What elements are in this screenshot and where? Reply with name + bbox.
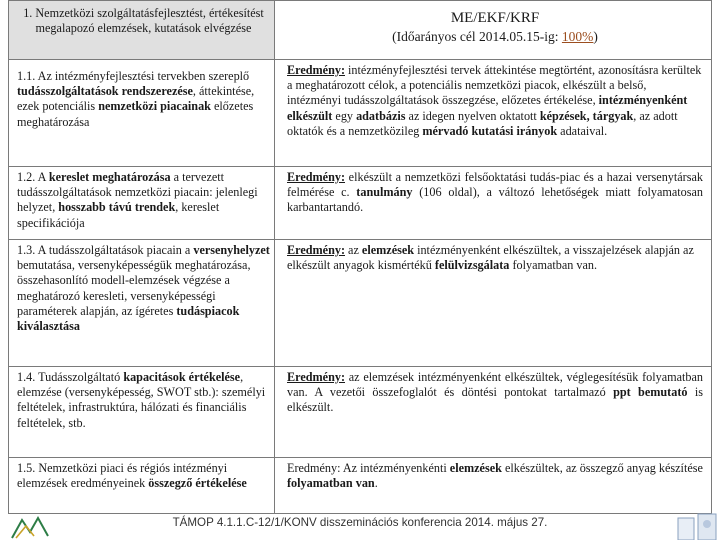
table-row (9, 240, 711, 366)
target-percentage: 100% (561, 29, 594, 44)
result-cell: Eredmény: intézményfejlesztési tervek áttekintése megtörtént, azonosításra kerültek a meghatározott célok, a potenciális nemzetközi piacok, elkészült a belső, intézményi tudásszolgáltatások összegzése, előzetes értékelése, intézményenként elkészült egy adatbázis az idegen nyelven oktatott képzések, tárgyak, az adott oktatók és a nemzetközileg mérvadó kutatási irányok adataival. (287, 63, 702, 138)
result-cell: Eredmény: elkészült a nemzetközi felsőoktatási tudás-piac és a hazai versenytársak felmérése c. tanulmány (106 oldal), a változó lehetőségek miatt folyamatosan karbantartandó. (287, 170, 703, 215)
result-cell: Eredmény: az elemzések intézményenként elkészültek, a visszajelzések alapján az elkészült anyagok kismértékű felülvizsgálata folyamatban van. (287, 243, 694, 273)
footer-text: TÁMOP 4.1.1.C-12/1/KONV disszeminációs konferencia 2014. május 27. (172, 516, 548, 529)
result-cell: Eredmény: Az intézményenkénti elemzések elkészültek, az összegző anyag készítése folyamatban van. (287, 461, 703, 491)
task-cell: 1.4. Tudásszolgáltató kapacitások értékelése, elemzése (versenyképesség, SWOT stb.): személyi feltételek, infrastruktúra, hálózati és financiális feltételek, stb. (9, 367, 275, 457)
task-cell: 1.2. A kereslet meghatározása a tervezett tudásszolgáltatások nemzetközi piacain: jelenlegi helyzet, hosszabb távú trendek, kereslet specifikációja (9, 167, 275, 239)
result-cell: Eredmény: az elemzések intézményenként elkészültek, véglegesítésük folyamatban van. A vezetői összefoglalót és döntési pontokat tartalmazó ppt bemutató is elkészült. (287, 370, 703, 415)
result-label: Eredmény: (287, 170, 345, 184)
table-row (9, 60, 711, 166)
header-right-cell (275, 1, 711, 59)
table-row (9, 458, 711, 514)
table-header-row (9, 1, 711, 59)
header-right-subtitle: (Időarányos cél 2014.05.15-ig: 100%) (392, 29, 598, 44)
table-row (9, 367, 711, 457)
task-cell: 1.1. Az intézményfejlesztési tervekben szereplő tudásszolgáltatások rendszerezése, áttekintése, ezek potenciális nemzetközi piacainak előzetes meghatározása (9, 60, 275, 166)
result-label: Eredmény: (287, 63, 345, 77)
table-row (9, 167, 711, 239)
header-left-cell (9, 1, 275, 59)
task-cell: 1.5. Nemzetközi piaci és régiós intézményi elemzések eredményeinek összegző értékelése (9, 458, 275, 514)
header-right-title: ME/EKF/KRF (450, 10, 540, 26)
results-table (8, 0, 712, 514)
task-cell: 1.3. A tudásszolgáltatások piacain a versenyhelyzet bemutatása, versenyképességük meghatározása, összehasonlító modell-elemzések végzése a meghatározó keresleti, versenyképességi paraméterek alapján, az ígéretes tudáspiacok kiválasztása (9, 240, 275, 366)
header-left-text: 1. Nemzetközi szolgáltatásfejlesztést, értékesítést megalapozó elemzések, kutatások elvégzése (23, 6, 264, 35)
result-label: Eredmény: (287, 370, 345, 384)
result-label: Eredmény: (287, 243, 345, 257)
